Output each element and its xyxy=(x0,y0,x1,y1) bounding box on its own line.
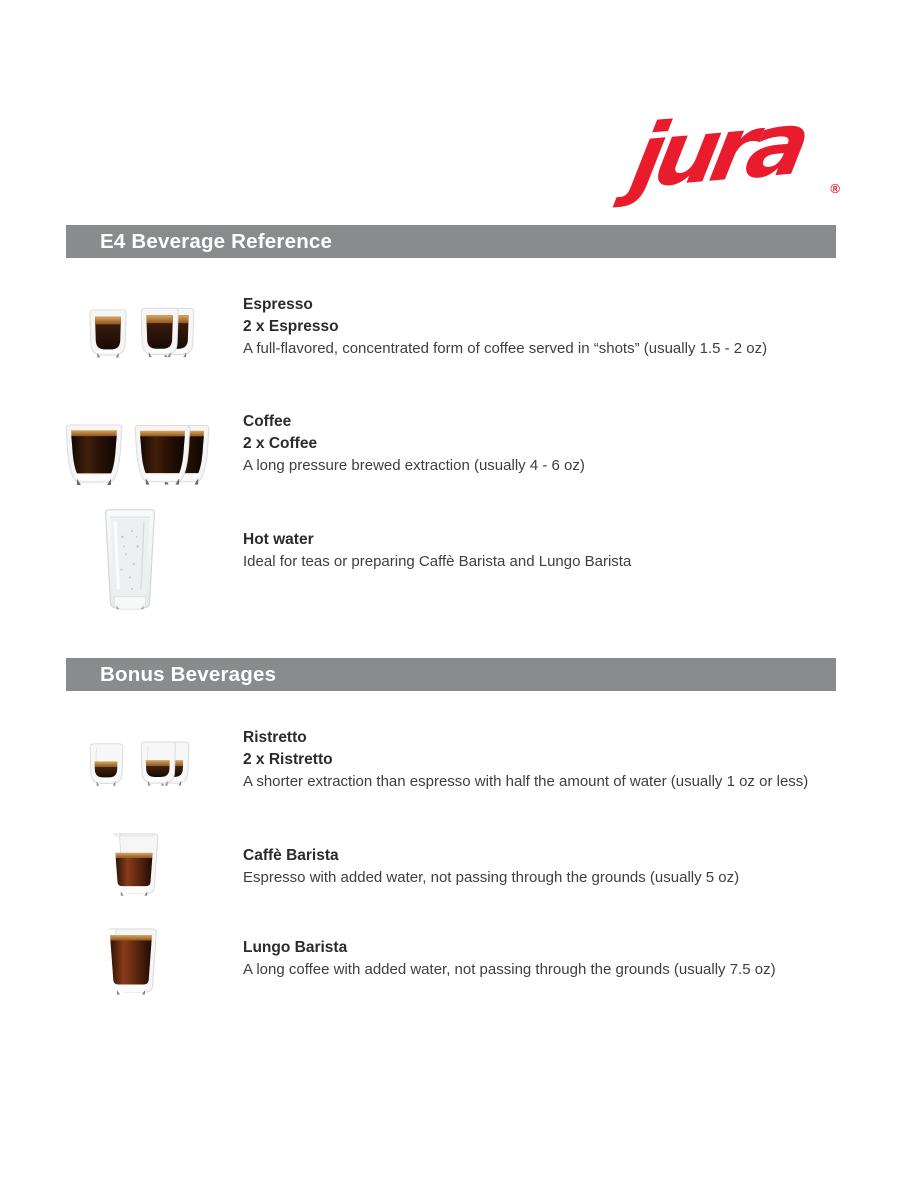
beverage-text-lungo-barista xyxy=(243,937,843,981)
beverage-text-coffee xyxy=(243,411,843,477)
coffee-glass-image xyxy=(62,423,126,487)
ristretto-double-glass-image xyxy=(136,740,193,788)
beverage-title: Caffè Barista xyxy=(243,847,339,864)
beverage-title: Coffee xyxy=(243,413,292,430)
registered-trademark-icon: ® xyxy=(830,181,840,196)
beverage-description: A full-flavored, concentrated form of coffee served in “shots” (usually 1.5 - 2 oz) xyxy=(243,340,768,357)
beverage-subtitle: 2 x Ristretto xyxy=(243,751,333,768)
beverage-text-caffe-barista xyxy=(243,845,843,889)
lungo-barista-glass-image xyxy=(104,926,158,998)
section-header-label: Bonus Beverages xyxy=(100,662,277,686)
water-glass-image xyxy=(103,507,157,613)
espresso-glass-image xyxy=(85,308,131,360)
beverage-description: A long coffee with added water, not passing through the grounds (usually 7.5 oz) xyxy=(243,961,776,978)
section-header-e4-beverage-reference xyxy=(66,225,836,258)
beverage-title: Ristretto xyxy=(243,729,307,746)
ristretto-glass-image xyxy=(84,742,128,788)
beverage-title: Lungo Barista xyxy=(243,939,348,956)
beverage-subtitle: 2 x Coffee xyxy=(243,435,318,452)
section-header-label: E4 Beverage Reference xyxy=(100,229,333,253)
beverage-description: A long pressure brewed extraction (usually 4 - 6 oz) xyxy=(243,457,585,474)
beverage-text-hot-water xyxy=(243,529,843,573)
caffe-barista-glass-image xyxy=(108,832,160,898)
beverage-description: A shorter extraction than espresso with half the amount of water (usually 1 oz or less) xyxy=(243,773,809,790)
jura-logo-wordmark: jura xyxy=(623,91,812,209)
beverage-subtitle: 2 x Espresso xyxy=(243,318,339,335)
beverage-text-ristretto xyxy=(243,727,843,793)
beverage-title: Hot water xyxy=(243,531,314,548)
beverage-text-espresso xyxy=(243,294,843,360)
espresso-double-glass-image xyxy=(137,306,198,360)
jura-logo xyxy=(618,91,840,218)
coffee-double-glass-image xyxy=(132,423,212,487)
beverage-description: Ideal for teas or preparing Caffè Barista and Lungo Barista xyxy=(243,553,632,570)
beverage-description: Espresso with added water, not passing through the grounds (usually 5 oz) xyxy=(243,869,740,886)
beverage-title: Espresso xyxy=(243,296,313,313)
section-header-bonus-beverages xyxy=(66,658,836,691)
